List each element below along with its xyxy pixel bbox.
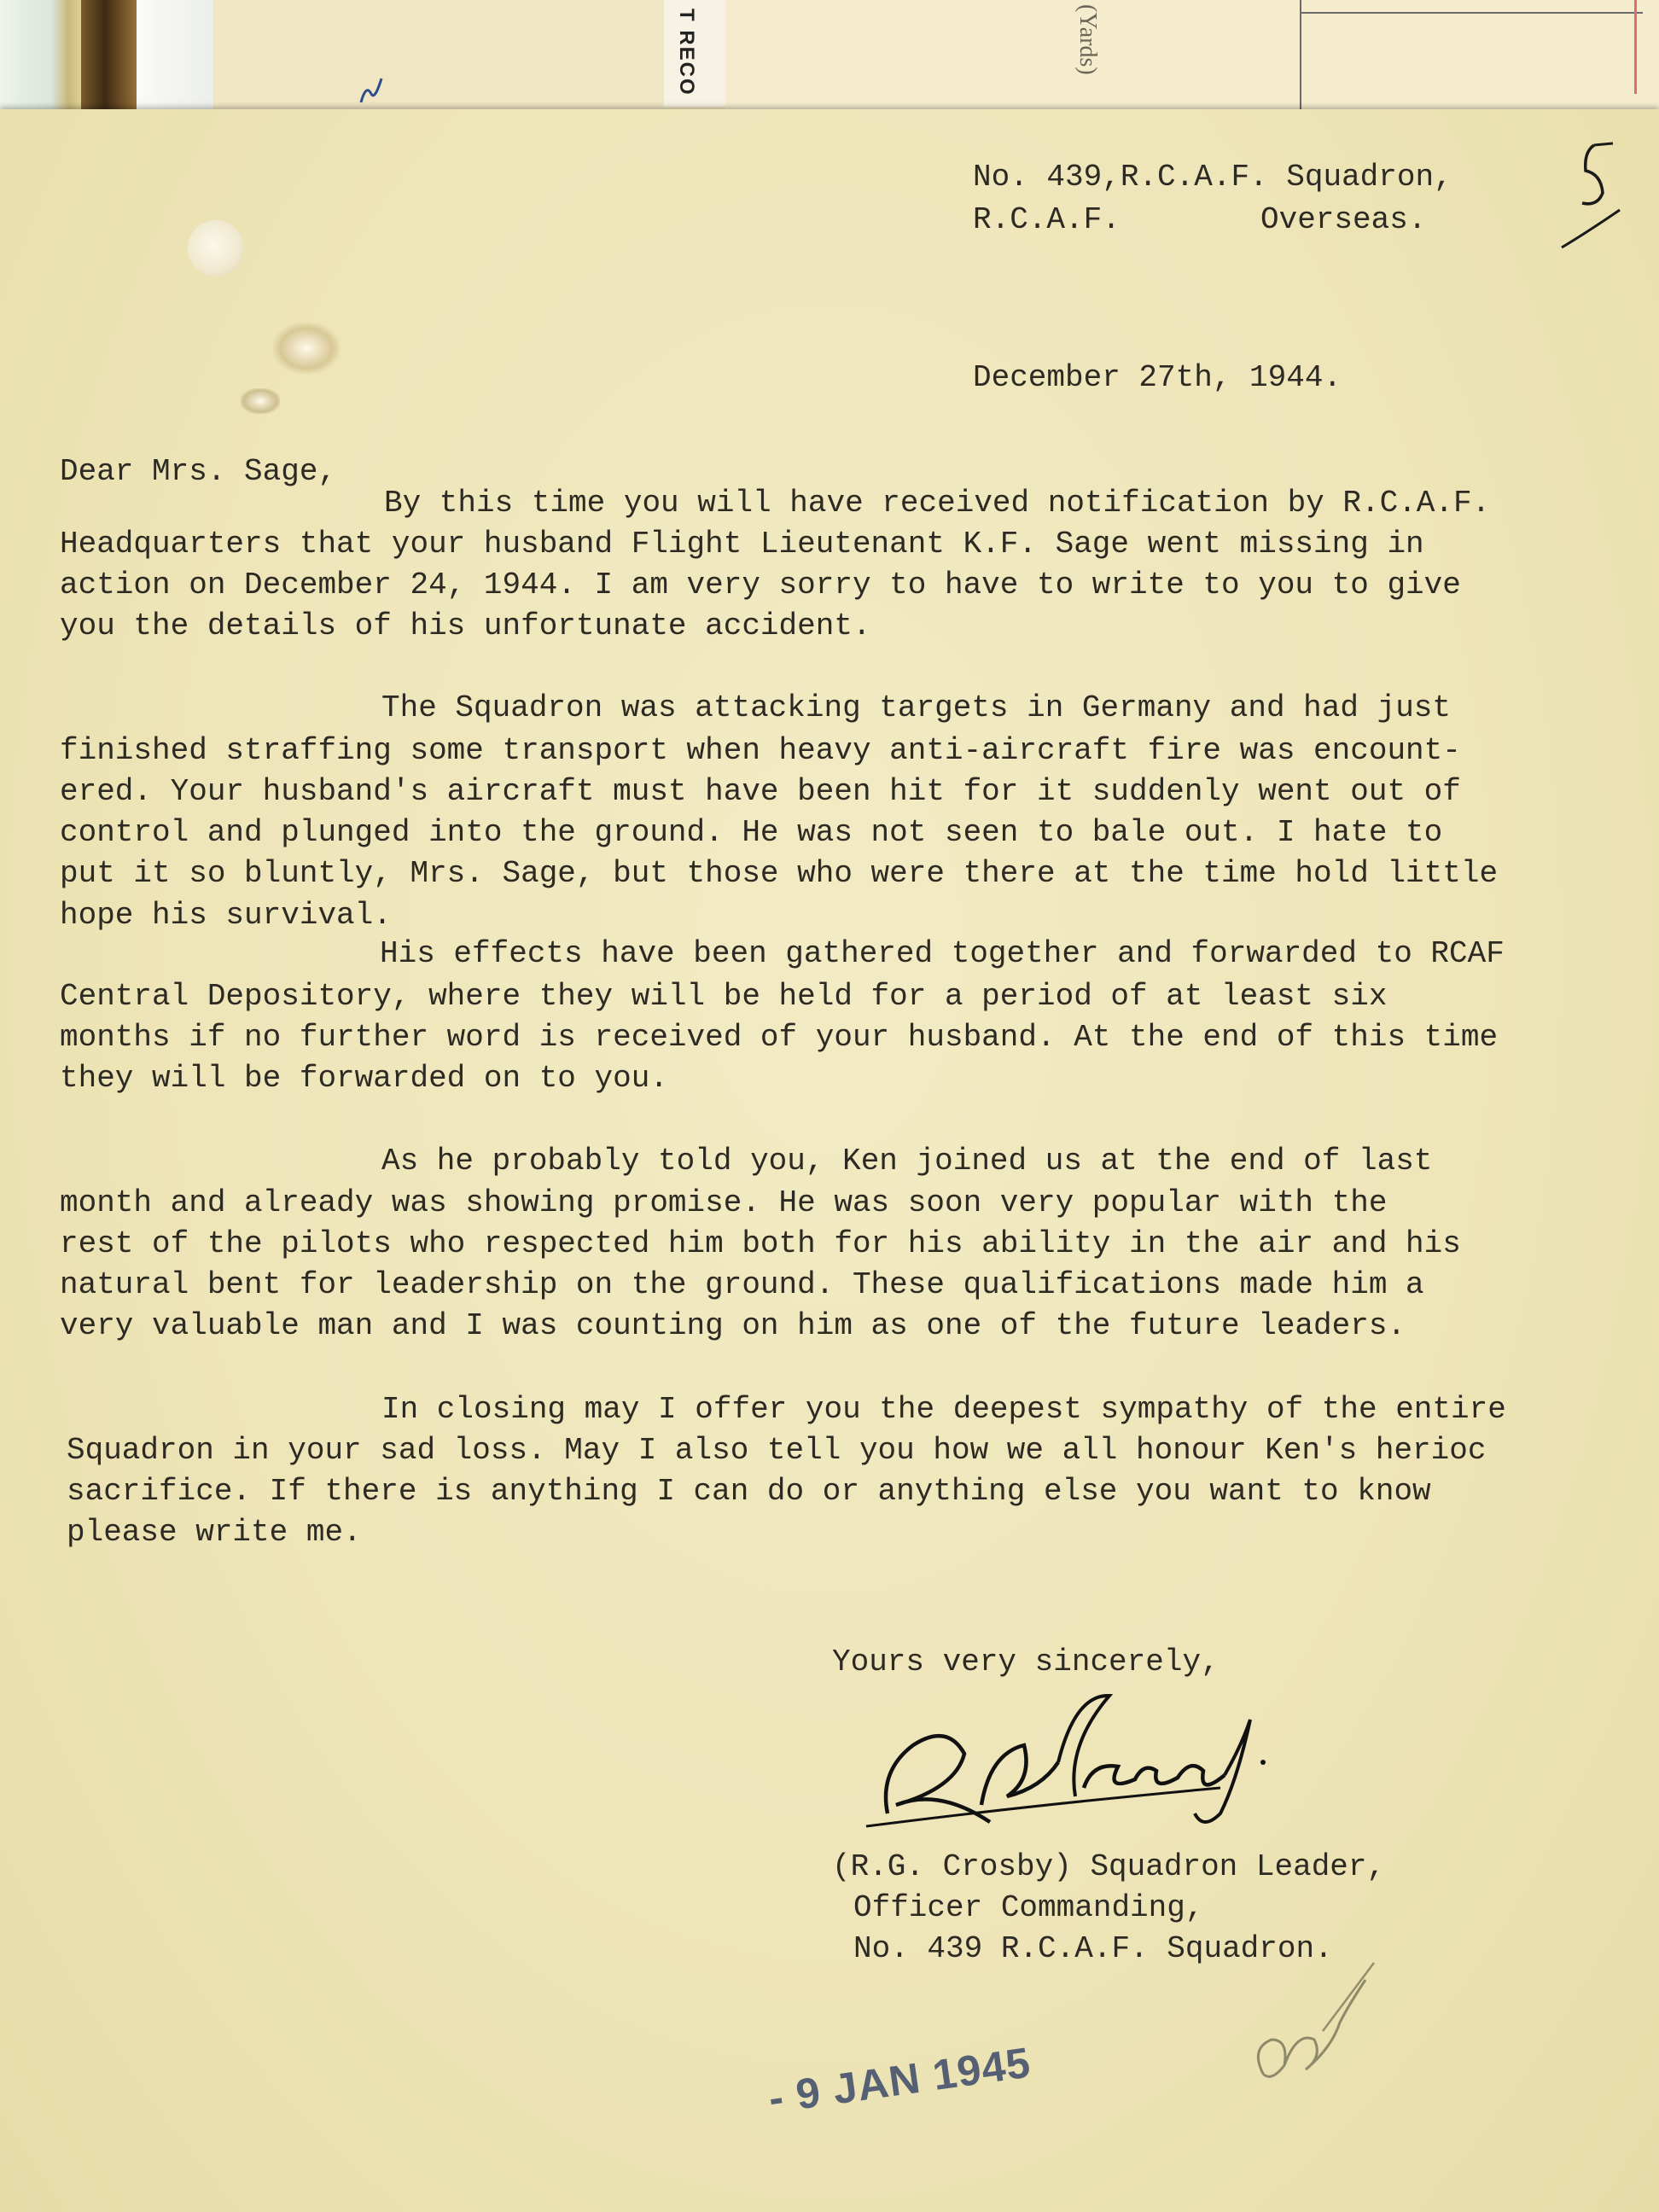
page-number-mark xyxy=(1553,137,1630,256)
paragraph-4-line-3: rest of the pilots who respected him both for his ability in the air and his xyxy=(60,1226,1461,1261)
paragraph-2-line-2: finished straffing some transport when heavy anti-aircraft fire was encount- xyxy=(60,733,1461,768)
signature-block-line-3: No. 439 R.C.A.F. Squadron. xyxy=(853,1931,1333,1966)
paper-wear-mark xyxy=(273,323,340,374)
paragraph-5-line-3: sacrifice. If there is anything I can do or anything else you want to know xyxy=(67,1474,1431,1509)
paragraph-2-line-4: control and plunged into the ground. He was not seen to bale out. I hate to xyxy=(60,815,1443,850)
paragraph-3-line-2: Central Depository, where they will be held for a period of at least six xyxy=(60,979,1388,1014)
background-red-margin xyxy=(1634,0,1637,94)
letterhead-line-2-left: R.C.A.F. xyxy=(973,202,1121,237)
paragraph-2-line-1: The Squadron was attacking targets in Germany and had just xyxy=(381,690,1452,725)
closing: Yours very sincerely, xyxy=(832,1644,1220,1679)
paragraph-2-line-6: hope his survival. xyxy=(60,898,392,933)
background-paper xyxy=(213,0,725,119)
salutation: Dear Mrs. Sage, xyxy=(60,454,337,489)
letterhead-line-2-right: Overseas. xyxy=(1260,202,1427,237)
background-form-line-vertical xyxy=(1300,0,1301,111)
paragraph-5-line-1: In closing may I offer you the deepest sympathy of the entire xyxy=(381,1392,1506,1427)
handwritten-signature xyxy=(862,1685,1289,1839)
letterhead-line-1: No. 439,R.C.A.F. Squadron, xyxy=(973,160,1452,195)
pencil-initials xyxy=(1237,1946,1408,2099)
received-date-stamp: - 9 JAN 1945 xyxy=(765,2038,1034,2123)
paragraph-4-line-1: As he probably told you, Ken joined us at the end of last xyxy=(381,1144,1433,1179)
background-form-text: (Yards) xyxy=(1074,4,1101,75)
paragraph-5-line-4: please write me. xyxy=(67,1515,362,1550)
blue-pen-mark xyxy=(354,68,388,111)
paper-wear-mark xyxy=(241,388,280,414)
punch-hole xyxy=(188,220,244,276)
letter-date: December 27th, 1944. xyxy=(973,360,1342,395)
paragraph-3-line-4: they will be forwarded on to you. xyxy=(60,1061,668,1096)
paragraph-1-line-2: Headquarters that your husband Flight Lieutenant K.F. Sage went missing in xyxy=(60,527,1424,562)
paragraph-3-line-3: months if no further word is received of your husband. At the end of this time xyxy=(60,1020,1499,1055)
paragraph-2-line-5: put it so bluntly, Mrs. Sage, but those who were there at the time hold little xyxy=(60,856,1499,891)
signature-block-line-2: Officer Commanding, xyxy=(853,1890,1204,1925)
paragraph-4-line-4: natural bent for leadership on the ground. These qualifications made him a xyxy=(60,1267,1424,1302)
paragraph-2-line-3: ered. Your husband's aircraft must have been hit for it suddenly went out of xyxy=(60,774,1461,809)
paragraph-1-line-1: By this time you will have received notification by R.C.A.F. xyxy=(384,486,1491,521)
paragraph-1-line-3: action on December 24, 1944. I am very sorry to have to write to you to give xyxy=(60,568,1461,602)
paragraph-5-line-2: Squadron in your sad loss. May I also tell you how we all honour Ken's herioc xyxy=(67,1433,1487,1468)
signature-block-line-1: (R.G. Crosby) Squadron Leader, xyxy=(832,1849,1386,1884)
background-binder xyxy=(81,0,141,119)
paragraph-1-line-4: you the details of his unfortunate accident. xyxy=(60,608,871,643)
background-form-line xyxy=(1301,12,1643,14)
paragraph-3-line-1: His effects have been gathered together and forwarded to RCAF xyxy=(380,936,1505,971)
paragraph-4-line-2: month and already was showing promise. He was soon very popular with the xyxy=(60,1185,1388,1220)
paragraph-4-line-5: very valuable man and I was counting on him as one of the future leaders. xyxy=(60,1308,1406,1343)
background-label-text: T RECO xyxy=(675,9,698,96)
background-form xyxy=(725,0,1659,119)
